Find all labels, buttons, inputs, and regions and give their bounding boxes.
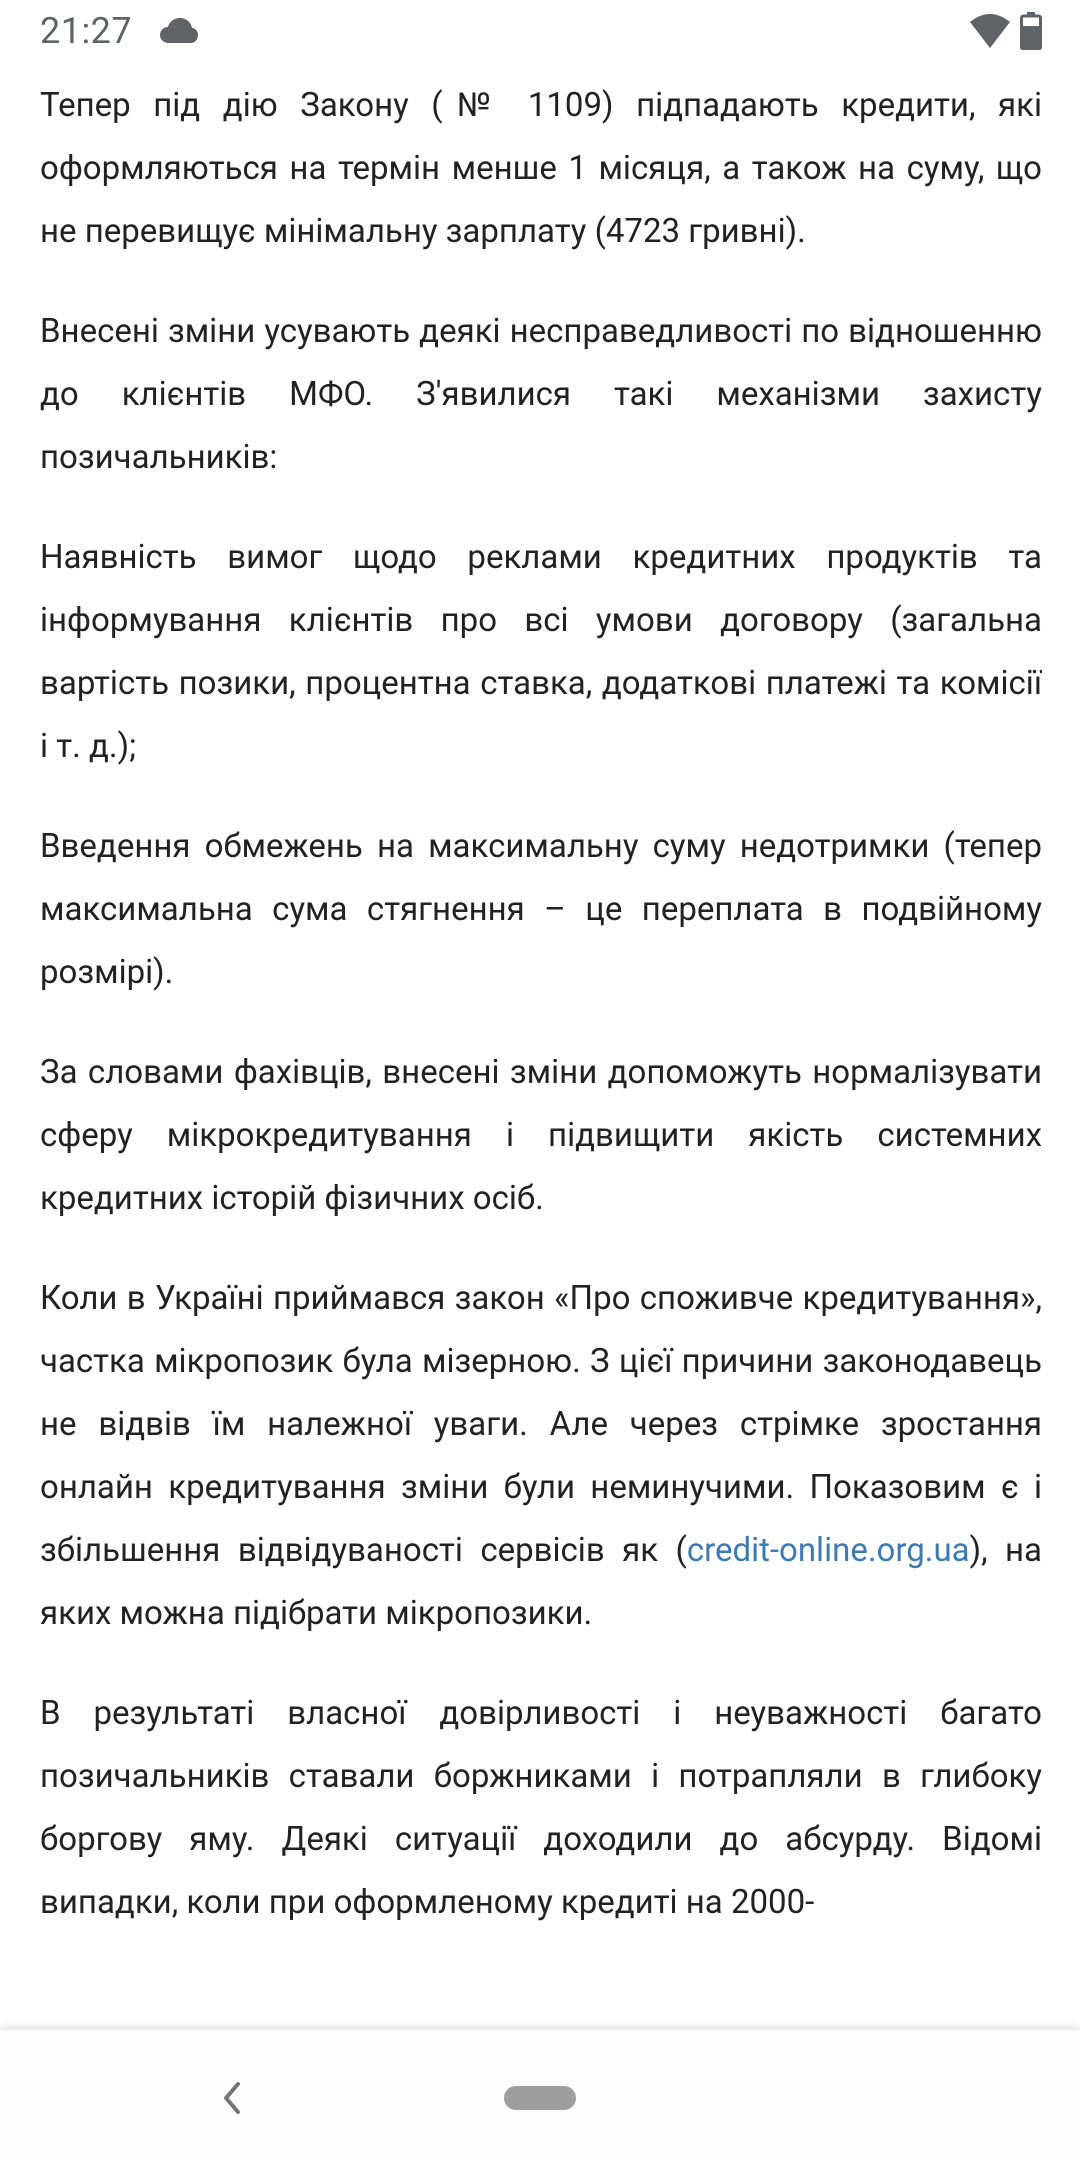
paragraph-advertising-requirements: Наявність вимог щодо реклами кредитних продуктів та інформування клієнтів про всі умови договору (загальна вартість позики, процентна ставка, додаткові платежі та комісії і т. д.); — [40, 538, 1042, 766]
paragraph-text-before-link: Коли в Україні приймався закон «Про споживче кредитування», частка мікропозик була мізерною. З цієї причини законодавець не відвів їм належної уваги. Але через стрімке зростання онлайн кредитування зміни були неминучими. Показовим є і збільшення відвідуваності сервісів як ( — [40, 1279, 1042, 1570]
wifi-icon — [970, 14, 1010, 48]
cloud-icon — [160, 18, 198, 44]
credit-online-link[interactable]: credit-online.org.ua — [686, 1531, 970, 1570]
paragraph-borrower-debts: В результаті власної довірливості і неуважності багато позичальників ставали боржниками і потрапляли в глибоку боргову яму. Деякі ситуації доходили до абсурду. Відомі випадки, коли при оформленому кредиті на 2000- — [40, 1694, 1042, 1922]
navigation-bar — [0, 2030, 1080, 2160]
paragraph-protection-mechanisms: Внесені зміни усувають деякі несправедливості по відношенню до клієнтів МФО. З'явилися такі механізми захисту позичальників: — [40, 312, 1042, 477]
status-time: 21:27 — [40, 10, 133, 52]
battery-icon — [1020, 12, 1042, 50]
paragraph-penalty-limits: Введення обмежень на максимальну суму недотримки (тепер максимальна сума стягнення – це переплата в подвійному розмірі). — [40, 827, 1042, 992]
paragraph-text-after-link: ), на яких можна підібрати мікропозики. — [40, 1531, 1042, 1633]
paragraph-expert-opinion: За словами фахівців, внесені зміни допоможуть нормалізувати сферу мікрокредитування і підвищити якість системних кредитних історій фізичних осіб. — [40, 1053, 1042, 1218]
article-body — [40, 64, 1042, 2024]
back-icon[interactable] — [220, 2078, 244, 2118]
paragraph-consumer-credit-law — [40, 1267, 1042, 1645]
home-pill[interactable] — [504, 2086, 576, 2110]
status-bar — [0, 0, 1080, 64]
paragraph-law-scope: Тепер під дію Закону (№ 1109) підпадають кредити, які оформляються на термін менше 1 місяця, а також на суму, що не перевищує мінімальну зарплату (4723 гривні). — [40, 86, 1042, 251]
